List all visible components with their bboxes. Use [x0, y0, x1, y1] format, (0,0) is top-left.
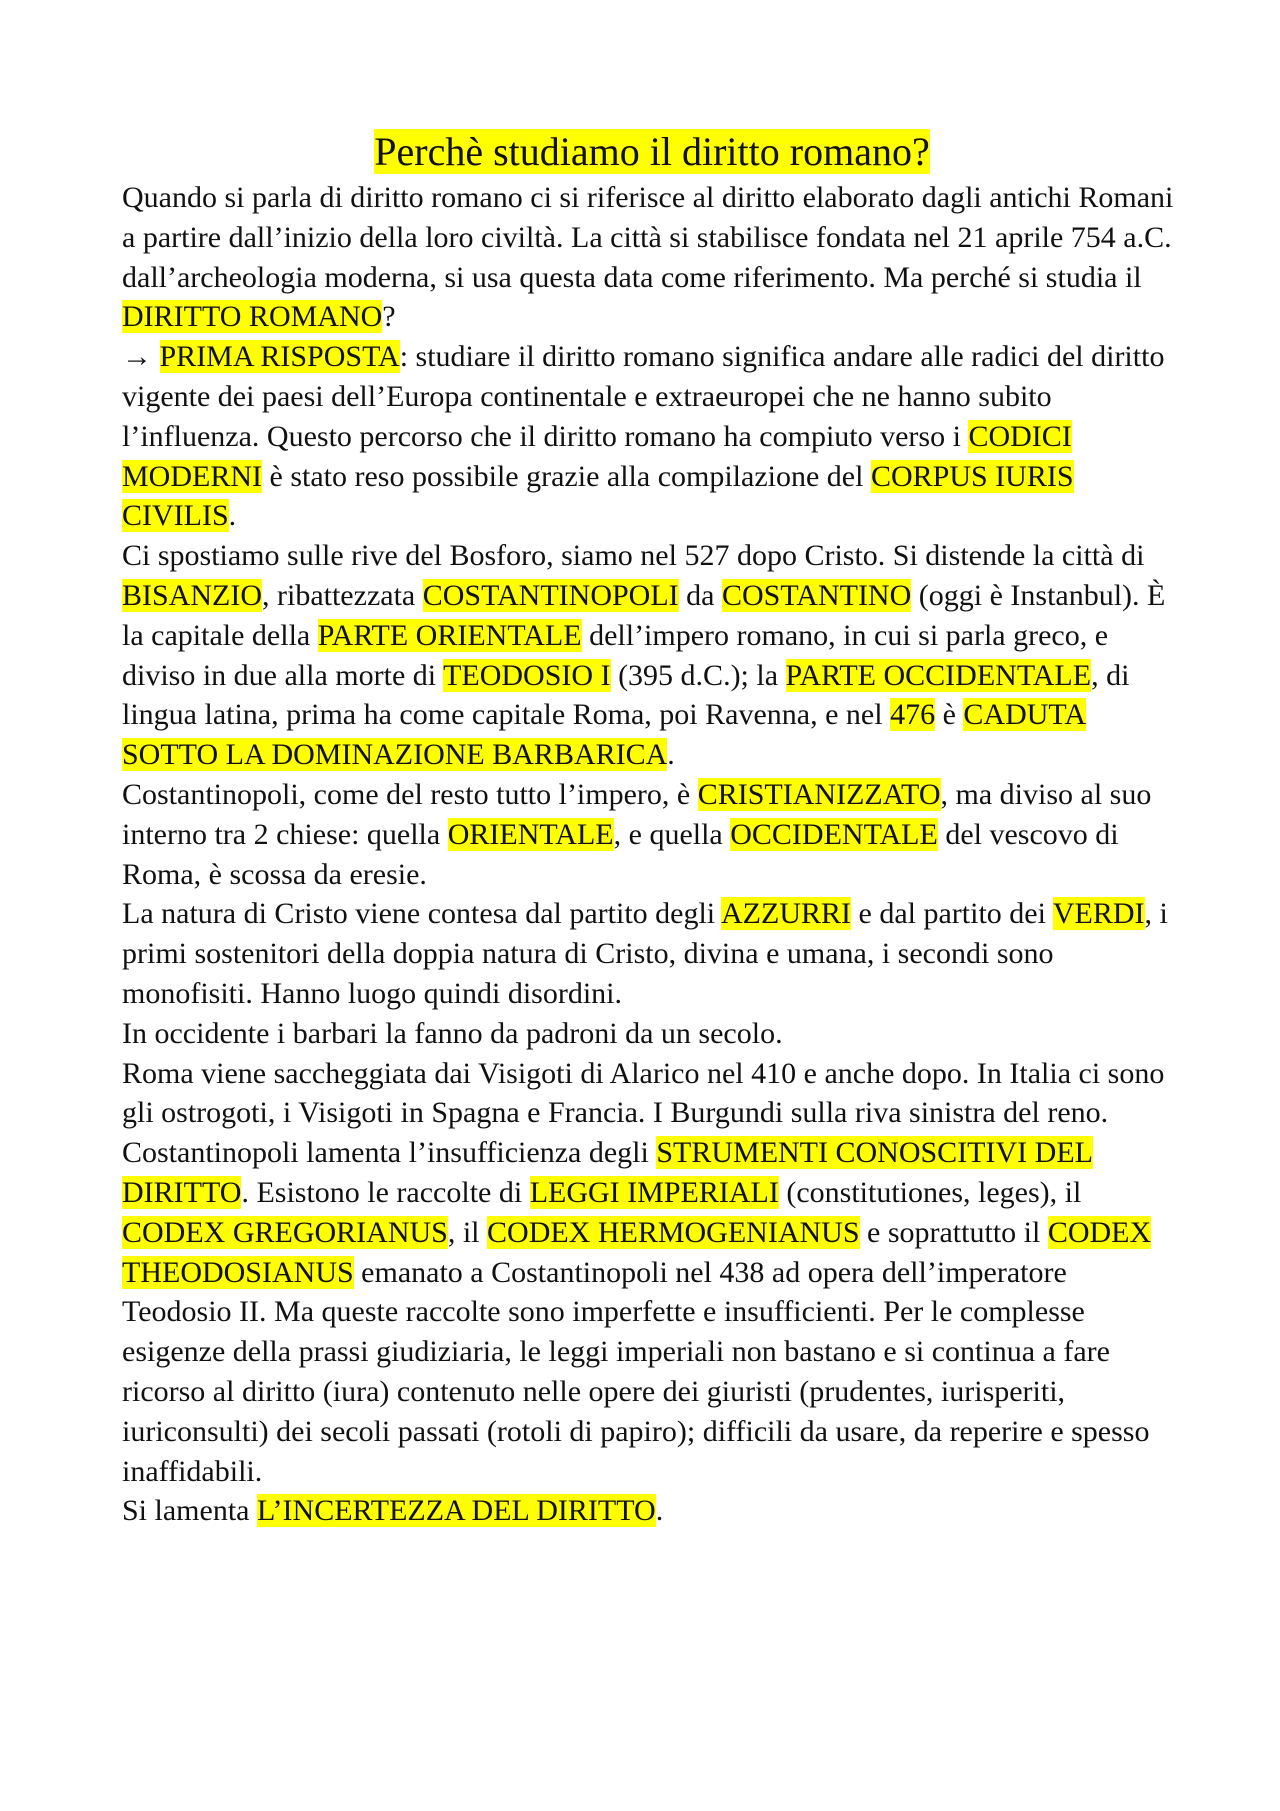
paragraph: [122, 536, 1182, 775]
document-body: [122, 178, 1182, 1531]
text-run: dell’impero romano, in cui si parla greco, e diviso in due alla morte di: [122, 618, 1109, 692]
paragraph: [122, 1491, 1182, 1531]
paragraph: [122, 775, 1182, 894]
paragraph: [122, 1054, 1182, 1134]
highlighted-term: L’INCERTEZZA DEL DIRITTO: [256, 1494, 656, 1528]
text-run: (395 d.C.); la: [610, 658, 786, 692]
highlighted-term: LEGGI IMPERIALI: [529, 1175, 779, 1209]
text-run: , di lingua latina, prima ha come capitale Roma, poi Ravenna, e nel: [122, 658, 1130, 732]
highlighted-term: DIRITTO ROMANO: [122, 300, 383, 334]
highlighted-term: PARTE ORIENTALE: [317, 618, 582, 652]
document-title: [122, 128, 1182, 176]
highlighted-term: PARTE OCCIDENTALE: [785, 658, 1092, 692]
text-run: ?: [382, 300, 396, 334]
text-run: Si lamenta: [122, 1494, 257, 1528]
text-run: da: [678, 578, 722, 612]
text-run: , ribattezzata: [262, 578, 423, 612]
highlighted-term: VERDI: [1052, 897, 1145, 931]
highlighted-term: STRUMENTI CONOSCITIVI DEL DIRITTO: [122, 1136, 1093, 1209]
text-run: (constitutiones, leges), il: [778, 1175, 1082, 1209]
highlighted-term: CODICI MODERNI: [122, 419, 1072, 493]
highlighted-term: OCCIDENTALE: [730, 817, 938, 851]
text-run: La natura di Cristo viene contesa dal partito degli: [122, 897, 721, 931]
highlighted-term: ORIENTALE: [447, 817, 614, 851]
paragraph: [122, 1133, 1182, 1491]
text-run: , il: [447, 1215, 488, 1249]
paragraph: [122, 337, 1182, 536]
text-run: Quando si parla di diritto romano ci si riferisce al diritto elaborato dagli antichi Romani a partire dall’inizio della loro civiltà. La città si stabilisce fondata nel 21 aprile 754 a.C. dall’archeologia moderna, si usa questa data come riferimento. Ma perché si studia il: [122, 181, 1174, 294]
text-run: .: [667, 738, 675, 772]
paragraph: [122, 894, 1182, 1013]
text-run: e dal partito dei: [851, 897, 1053, 931]
highlighted-term: BISANZIO: [122, 578, 262, 612]
text-run: .: [655, 1494, 664, 1528]
paragraph: [122, 178, 1182, 337]
highlighted-term: CODEX HERMOGENIANUS: [487, 1215, 860, 1249]
text-run: Ci spostiamo sulle rive del Bosforo, siamo nel 527 dopo Cristo. Si distende la città di: [122, 539, 1145, 573]
highlighted-term: CADUTA SOTTO LA DOMINAZIONE BARBARICA: [122, 698, 1086, 772]
highlighted-term: AZZURRI: [721, 897, 851, 931]
highlighted-term: CODEX GREGORIANUS: [122, 1215, 448, 1249]
text-run: e soprattutto il: [859, 1215, 1048, 1249]
title-highlight: Perchè studiamo il diritto romano?: [374, 129, 930, 174]
highlighted-term: COSTANTINOPOLI: [422, 578, 679, 612]
text-run: del vescovo di Roma, è scossa da eresie.: [122, 817, 1119, 891]
text-run: . Esistono le raccolte di: [241, 1175, 530, 1209]
text-run: , i primi sostenitori della doppia natura di Cristo, divina e umana, i secondi sono monofisiti. Hanno luogo quindi disordini.: [122, 897, 1168, 1010]
text-run: Costantinopoli lamenta l’insufficienza degli: [122, 1136, 657, 1170]
text-run: .: [228, 499, 237, 533]
text-run: , ma diviso al suo interno tra 2 chiese: quella: [122, 777, 1152, 851]
text-run: è: [935, 698, 964, 732]
highlighted-term: COSTANTINO: [722, 578, 912, 612]
text-run: (oggi è Instanbul). È la capitale della: [122, 578, 1166, 652]
highlighted-term: CORPUS IURIS CIVILIS: [122, 459, 1074, 533]
text-run: In occidente i barbari la fanno da padroni da un secolo.: [122, 1016, 783, 1050]
highlighted-term: TEODOSIO I: [443, 658, 611, 692]
text-run: Roma viene saccheggiata dai Visigoti di Alarico nel 410 e anche dopo. In Italia ci sono gli ostrogoti, i Visigoti in Spagna e Francia. I Burgundi sulla riva sinistra del reno.: [122, 1056, 1165, 1130]
document-content: [122, 128, 1182, 1531]
text-run: è stato reso possibile grazie alla compilazione del: [262, 459, 871, 493]
text-run: , e quella: [613, 817, 731, 851]
highlighted-term: PRIMA RISPOSTA: [159, 340, 400, 374]
highlighted-term: CODEX THEODOSIANUS: [122, 1215, 1152, 1289]
text-run: : studiare il diritto romano significa andare alle radici del diritto vigente dei paesi dell’Europa continentale e extraeuropei che ne hanno subito l’influenza. Questo percorso che il diritto romano ha compiuto verso i: [122, 340, 1165, 453]
highlighted-term: 476: [890, 698, 936, 732]
paragraph: [122, 1014, 1182, 1054]
text-run: Costantinopoli, come del resto tutto l’impero, è: [122, 777, 698, 811]
text-run: emanato a Costantinopoli nel 438 ad opera dell’imperatore Teodosio II. Ma queste raccolte sono imperfette e insufficienti. Per le complesse esigenze della prassi giudiziaria, le leggi imperiali non bastano e si continua a fare ricorso al diritto (iura) contenuto nelle opere dei giuristi (prudentes, iurisperiti, iuriconsulti) dei secoli passati (rotoli di papiro); difficili da usare, da reperire e spesso inaffidabili.: [122, 1255, 1150, 1488]
text-run: →: [122, 340, 160, 374]
highlighted-term: CRISTIANIZZATO: [697, 777, 941, 811]
